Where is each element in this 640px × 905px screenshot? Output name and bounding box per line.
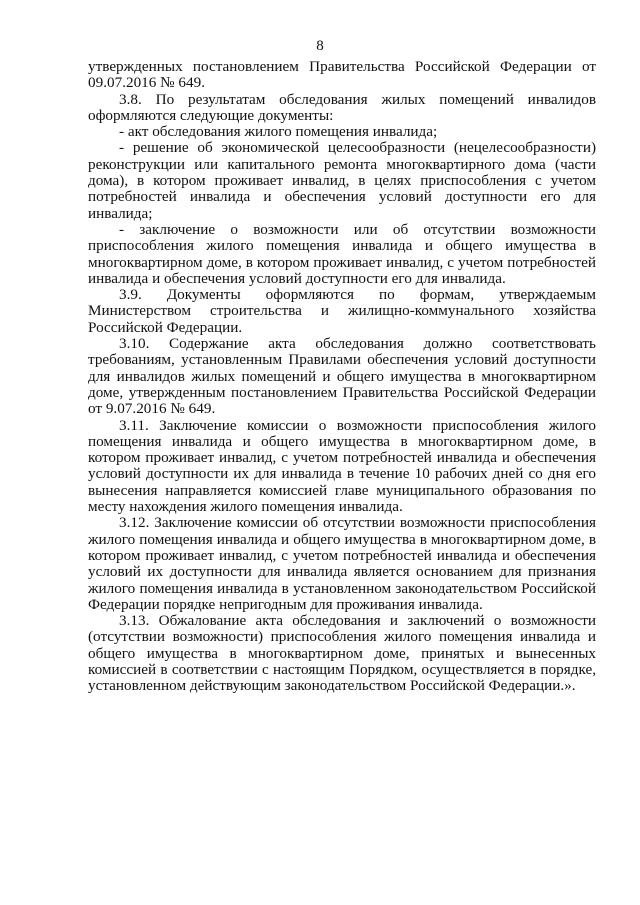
paragraph-3-9: 3.9. Документы оформляются по формам, утверждаемым Министерством строительства и жилищно-коммунального хозяйства Российской Федерации.: [88, 286, 596, 336]
paragraph-3-12: 3.12. Заключение комиссии об отсутствии возможности приспособления жилого помещения инвалида и общего имущества в многоквартирном доме, в котором проживает инвалид, с учетом потребностей инвалида и обеспечения условий их доступности для инвалида является основанием для признания жилого помещения инвалида в установленном законодательством Российской Федерации порядке непригодным для проживания инвалида.: [88, 514, 596, 613]
list-item-conclusion: - заключение о возможности или об отсутствии возможности приспособления жилого помещения инвалида и общего имущества в многоквартирном доме, в котором проживает инвалид, с учетом потребностей инвалида и обеспечения условий доступности его для инвалида.: [88, 220, 596, 287]
list-item-economic-decision: - решение об экономической целесообразности (нецелесообразности) реконструкции или капитального ремонта многоквартирного дома (части дома), в котором проживает инвалид, в целях приспособления с учетом потребностей инвалида и обеспечения условий доступности его для инвалида;: [88, 139, 596, 222]
page-number: 8: [316, 38, 324, 54]
paragraph-3-8: 3.8. По результатам обследования жилых помещений инвалидов оформляются следующие документы:: [88, 90, 596, 124]
paragraph-continuation: утвержденных постановлением Правительства Российской Федерации от 09.07.2016 № 649.: [88, 58, 596, 92]
list-item-inspection-act: - акт обследования жилого помещения инвалида;: [119, 123, 438, 141]
paragraph-3-11: 3.11. Заключение комиссии о возможности приспособления жилого помещения инвалида и общего имущества в многоквартирном доме, в котором проживает инвалид, с учетом потребностей инвалида и обеспечения условий доступности их для инвалида в течение 10 рабочих дней со дня его вынесения направляется комиссией главе муниципального образования по месту нахождения жилого помещения инвалида.: [88, 416, 596, 516]
document-body: [88, 59, 596, 695]
paragraph-3-10: 3.10. Содержание акта обследования должно соответствовать требованиям, установленным Правилами обеспечения условий доступности для инвалидов жилых помещений и общего имущества в многоквартирном доме, утвержденным постановлением Правительства Российской Федерации от 9.07.2016 № 649.: [88, 335, 596, 418]
paragraph-3-13: 3.13. Обжалование акта обследования и заключений о возможности (отсутствии возможности) приспособления жилого помещения инвалида и общего имущества в многоквартирном доме, принятых и вынесенных комиссией в соответствии с настоящим Порядком, осуществляется в порядке, установленном действующим законодательством Российской Федерации.».: [88, 612, 596, 695]
